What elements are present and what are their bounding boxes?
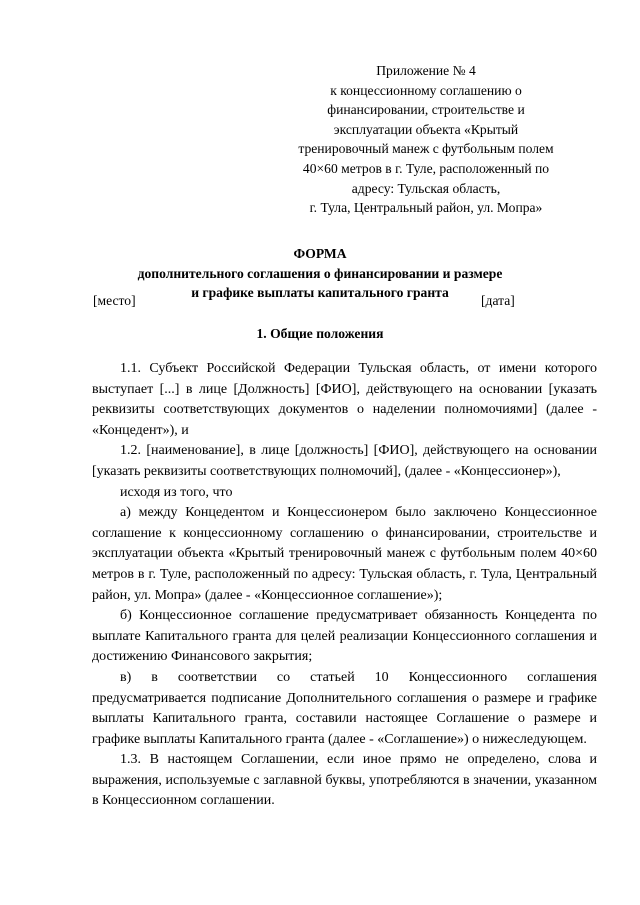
section-body	[92, 359, 597, 812]
paragraph: исходя из того, что	[120, 484, 233, 500]
appendix-line: Приложение № 4	[376, 63, 476, 78]
paragraph: а) между Концедентом и Концессионером было заключено Концессионное соглашение к концессионному соглашению о финансировании, строительстве и эксплуатации объекта «Крытый тренировочный манеж с футбольным полем 40×60 метров в г. Туле, расположенный по адресу: Тульская область, г. Тула, Центральный район, ул. Мопра» (далее - «Концессионное соглашение»);	[92, 505, 597, 603]
section-title: 1. Общие положения	[256, 326, 384, 341]
appendix-line: тренировочный манеж с футбольным полем	[298, 141, 554, 157]
paragraph: 1.2. [наименование], в лице [должность] [ФИО], действующего на основании [указать реквизиты соответствующих полномочий], (далее - «Концессионер»),	[92, 443, 597, 479]
appendix-line: г. Тула, Центральный район, ул. Мопра»	[309, 200, 543, 216]
place-placeholder: [место]	[93, 293, 136, 308]
paragraph: 1.1. Субъект Российской Федерации Тульская область, от имени которого выступает [...] в лице [Должность] [ФИО], действующего на основании [указать реквизиты соответствующих документов о наделении полномочиями] (далее - «Концедент»), и	[92, 361, 597, 438]
appendix-line: к концессионному соглашению о	[330, 82, 522, 98]
paragraph: в) в соответствии со статьей 10 Концессионного соглашения предусматривается подписание Дополнительного соглашения о размере и графике выплаты Капитального гранта, составили настоящее Соглашение о размере и графике выплаты Капитального гранта (далее - «Соглашение») о нижеследующем.	[92, 669, 597, 747]
paragraph: б) Концессионное соглашение предусматривает обязанность Концедента по выплате Капитального гранта для целей реализации Концессионного соглашения и достижению Финансового закрытия;	[92, 608, 597, 665]
date-placeholder: [дата]	[481, 293, 515, 308]
appendix-line: финансировании, строительстве и	[327, 102, 525, 118]
appendix-header	[292, 61, 560, 218]
form-title-subtitle-line: и графике выплаты капитального гранта	[191, 285, 449, 301]
form-title-heading: ФОРМА	[293, 246, 347, 261]
paragraph: 1.3. В настоящем Соглашении, если иное прямо не определено, слова и выражения, используемые с заглавной буквы, употребляются в значении, указанном в Концессионном соглашении.	[92, 752, 597, 809]
form-title-subtitle-line: дополнительного соглашения о финансировании и размере	[137, 265, 503, 281]
appendix-line: адресу: Тульская область,	[351, 180, 501, 196]
appendix-line: эксплуатации объекта «Крытый	[333, 121, 519, 137]
appendix-line: 40×60 метров в г. Туле, расположенный по	[302, 160, 550, 176]
